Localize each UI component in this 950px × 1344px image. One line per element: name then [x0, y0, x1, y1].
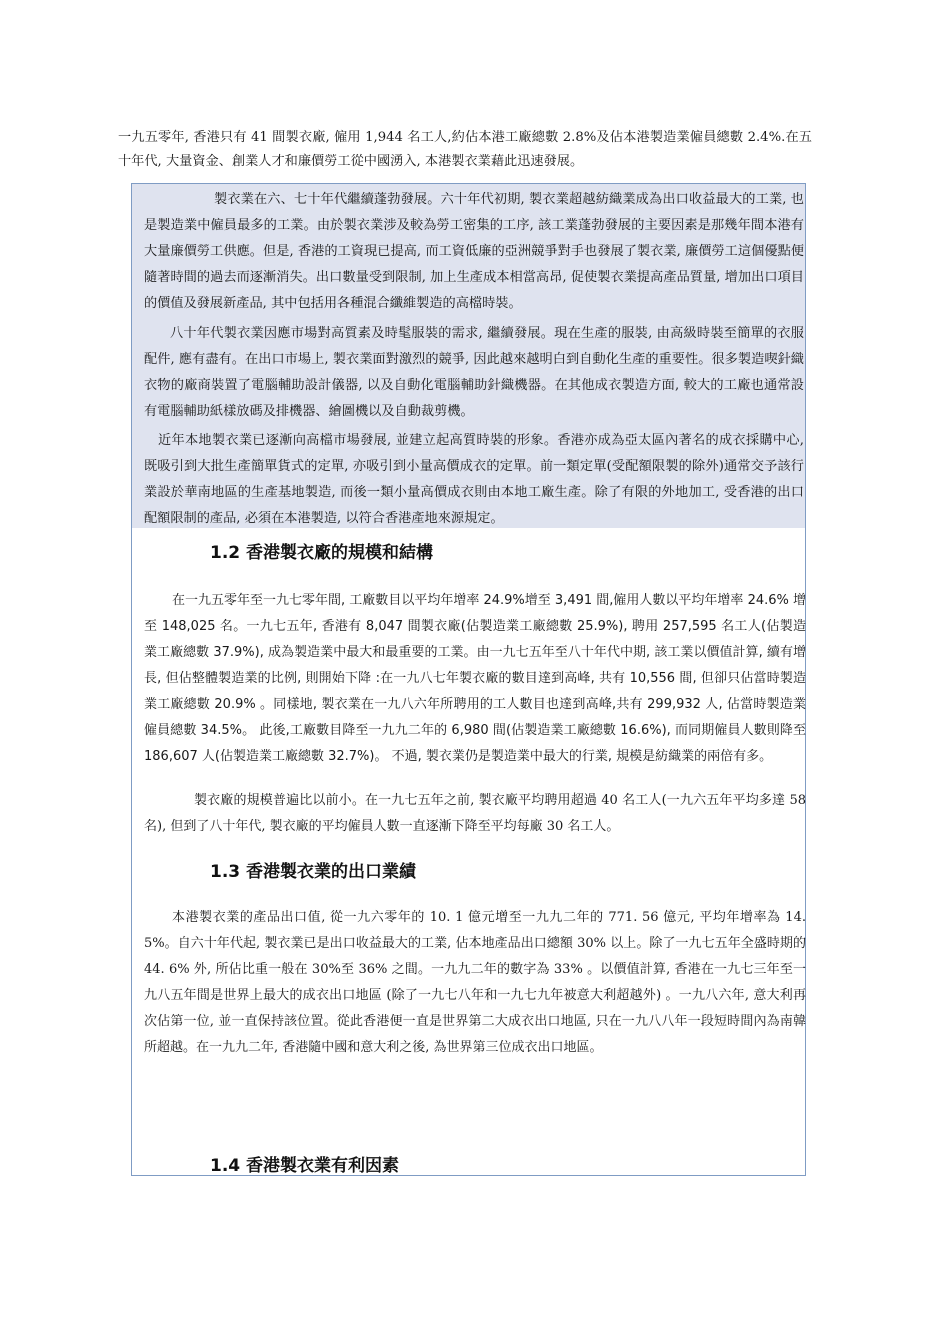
- box-paragraph-2: 八十年代製衣業因應市場對高質素及時髦服裝的需求, 繼續發展。現在生產的服裝, 由高級時裝至簡單的衣服配件, 應有盡有。在出口市場上, 製衣業面對激烈的競爭, 因此越來越明白到自動化生產的重要性。很多製造喫針織衣物的廠商裝置了電腦輔助設計儀器, 以及自動化電腦輔助針織機器。在其他成衣製造方面, 較大的工廠也通常設有電腦輔助紙樣放碼及排機器、繪圖機以及自動裁剪機。: [144, 326, 804, 419]
- section-1-2-paragraph-2: 製衣廠的規模普遍比以前小。在一九七五年之前, 製衣廠平均聘用超過 40 名工人(一九六五年平均多達 58 名), 但到了八十年代, 製衣廠的平均僱員人數一直逐漸下降至平均每廠 30 名工人。: [144, 793, 806, 834]
- box-paragraph-1: 製衣業在六、七十年代繼續蓬勃發展。六十年代初期, 製衣業超越紡織業成為出口收益最大的工業, 也是製造業中僱員最多的工業。由於製衣業涉及較為勞工密集的工序, 該工業蓬勃發展的主要因素是那幾年間本港有大量廉價勞工供應。但是, 香港的工資現已提高, 而工資低廉的亞洲競爭對手也發展了製衣業, 廉價勞工這個優點便隨著時間的過去而逐漸消失。出口數量受到限制, 加上生產成本相當高昂, 促使製衣業提高產品質量, 增加出口項目的價值及發展新產品, 其中包括用各種混合纖維製造的高檔時裝。: [144, 192, 804, 311]
- section-heading-1-3: 1.3 香港製衣業的出口業績: [210, 862, 417, 882]
- intro-paragraph: 一九五零年, 香港只有 41 間製衣廠, 僱用 1,944 名工人,約佔本港工廠總數 2.8%及佔本港製造業僱員總數 2.4%.在五十年代, 大量資金、創業人才和廉價勞工從中國湧入, 本港製衣業藉此迅速發展。: [118, 130, 812, 169]
- section-1-2-paragraph-1: 在一九五零年至一九七零年間, 工廠數目以平均年增率 24.9%增至 3,491 間,僱用人數以平均年增率 24.6% 增至 148,025 名。一九七五年, 香港有 8,047 間製衣廠(佔製造業工廠總數 25.9%), 聘用 257,595 名工人(佔製造業工廠總數 37.9%), 成為製造業中最大和最重要的工業。由一九七五年至八十年代中期, 該工業以價值計算, 續有增長, 但佔整體製造業的比例, 則開始下降 :在一九八七年製衣廠的數目達到高峰, 共有 10,556 間, 但卻只佔當時製造業工廠總數 20.9% 。同樣地, 製衣業在一九八六年所聘用的工人數目也達到高峰,共有 299,932 人, 佔當時製造業僱員總數 34.5%。 此後,工廠數目降至一九九二年的 6,980 間(佔製造業工廠總數 16.6%), 而同期僱員人數則降至 186,607 人(佔製造業工廠總數 32.7%)。 不過, 製衣業仍是製造業中最大的行業, 規模是紡織業的兩倍有多。: [144, 593, 806, 764]
- section-heading-1-4: 1.4 香港製衣業有利因素: [210, 1156, 400, 1176]
- box-paragraph-3: 近年本地製衣業已逐漸向高檔市場發展, 並建立起高質時裝的形象。香港亦成為亞太區內著名的成衣採購中心, 既吸引到大批生產簡單貨式的定單, 亦吸引到小量高價成衣的定單。前一類定單(受配額限製的除外)通常交予該行業設於華南地區的生產基地製造, 而後一類小量高價成衣則由本地工廠生產。除了有限的外地加工, 受香港的出口配額限制的產品, 必須在本港製造, 以符合香港產地來源規定。: [144, 433, 804, 526]
- section-heading-1-2: 1.2 香港製衣廠的規模和結構: [210, 543, 434, 563]
- section-1-3-paragraph-1: 本港製衣業的產品出口值, 從一九六零年的 10. 1 億元增至一九九二年的 771. 56 億元, 平均年增率為 14. 5%。自六十年代起, 製衣業已是出口收益最大的工業, 佔本地產品出口總額 30% 以上。除了一九七五年全盛時期的 44. 6% 外, 所佔比重一般在 30%至 36% 之間。一九九二年的數字為 33% 。以價值計算, 香港在一九七三年至一九八五年間是世界上最大的成衣出口地區 (除了一九七八年和一九七九年被意大利超越外) 。一九八六年, 意大利再次佔第一位, 並一直保持該位置。從此香港便一直是世界第二大成衣出口地區, 只在一九八八年一段短時間內為南韓所超越。在一九九二年, 香港隨中國和意大利之後, 為世界第三位成衣出口地區。: [144, 910, 807, 1055]
